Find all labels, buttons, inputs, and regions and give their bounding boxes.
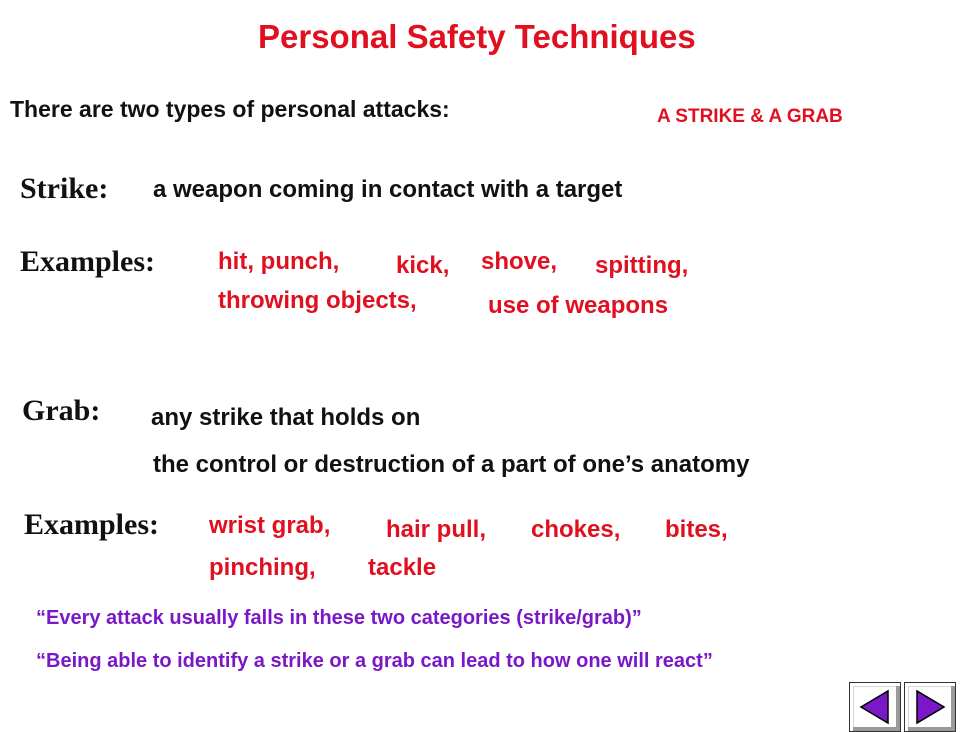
strike-example: kick, bbox=[396, 252, 450, 279]
previous-slide-button[interactable] bbox=[849, 682, 901, 732]
next-slide-button[interactable] bbox=[904, 682, 956, 732]
intro-answer: A STRIKE & A GRAB bbox=[657, 106, 843, 127]
strike-example: hit, punch, bbox=[218, 248, 340, 275]
grab-example: tackle bbox=[368, 554, 437, 581]
grab-examples-label: Examples: bbox=[24, 508, 159, 541]
grab-label: Grab: bbox=[22, 394, 101, 427]
grab-example: wrist grab, bbox=[209, 512, 331, 539]
slide-title: Personal Safety Techniques bbox=[258, 18, 696, 55]
quote-identify: “Being able to identify a strike or a grab can lead to how one will react” bbox=[36, 650, 713, 672]
grab-example: bites, bbox=[665, 516, 728, 543]
strike-example: shove, bbox=[481, 248, 558, 275]
strike-examples-label: Examples: bbox=[20, 245, 155, 278]
strike-definition: a weapon coming in contact with a target bbox=[153, 176, 623, 203]
quote-categories: “Every attack usually falls in these two categories (strike/grab)” bbox=[36, 607, 642, 629]
grab-example: hair pull, bbox=[386, 516, 487, 543]
strike-example: spitting, bbox=[595, 252, 689, 279]
grab-definition-detail: the control or destruction of a part of one’s anatomy bbox=[153, 451, 750, 478]
grab-definition: any strike that holds on bbox=[151, 404, 421, 431]
grab-example: chokes, bbox=[531, 516, 621, 543]
strike-example: throwing objects, bbox=[218, 287, 417, 314]
strike-label: Strike: bbox=[20, 172, 109, 205]
strike-example: use of weapons bbox=[488, 292, 669, 319]
grab-example: pinching, bbox=[209, 554, 316, 581]
intro-text: There are two types of personal attacks: bbox=[10, 96, 450, 122]
